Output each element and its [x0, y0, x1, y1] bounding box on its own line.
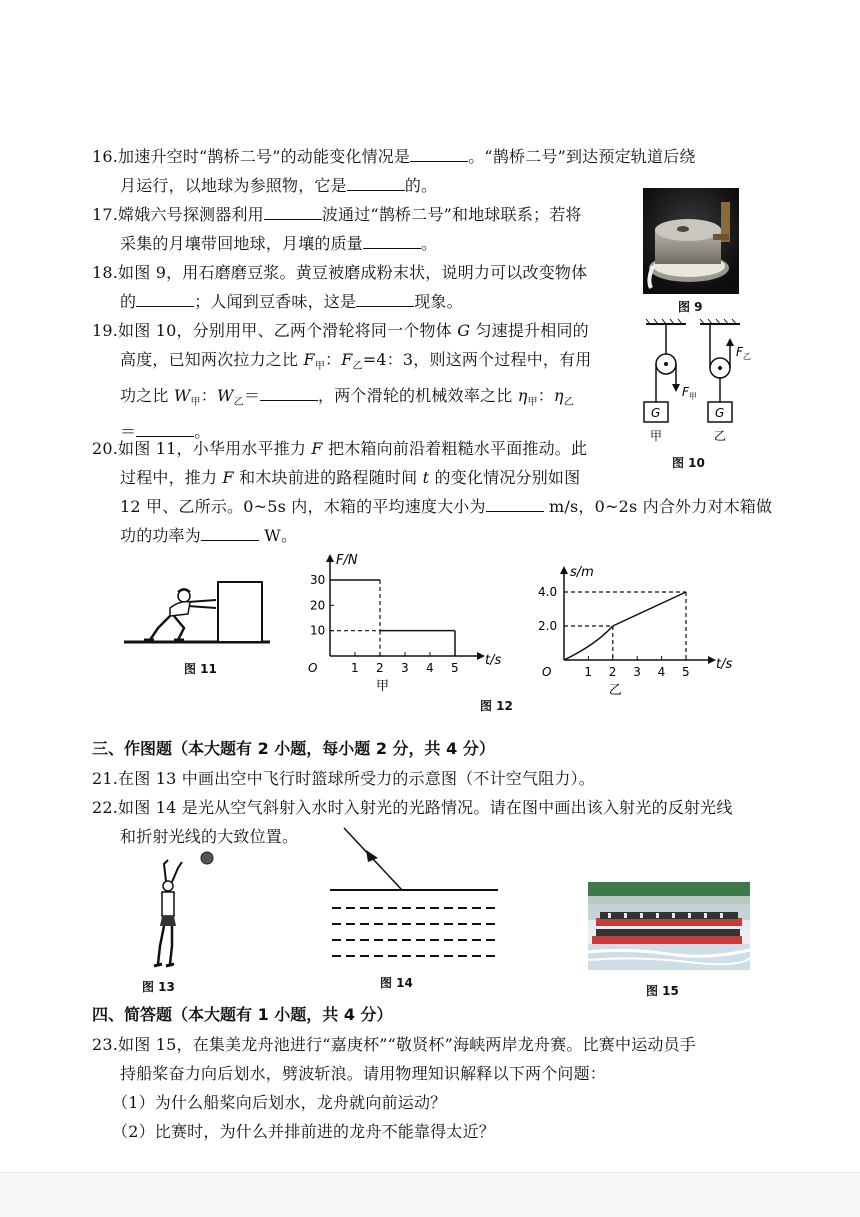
- q22-text-1: 22.如图 14 是光从空气斜射入水时入射光的光路情况。请在图中画出该入射光的反射光线: [92, 798, 733, 817]
- figure-11-pushing-box: [122, 576, 272, 648]
- question-18: [92, 258, 652, 316]
- y-tick-label: 2.0: [538, 619, 558, 633]
- chart-sub-label: 甲: [376, 679, 390, 694]
- page-footer-strip: [0, 1172, 860, 1217]
- chart-distance-time: [538, 560, 740, 698]
- figure-9-caption: 图 9: [678, 300, 703, 314]
- figure-14-caption: 图 14: [380, 976, 413, 990]
- q23-text-1: 23.如图 15，在集美龙舟池进行“嘉庚杯”“敬贤杯”海峡两岸龙舟赛。比赛中运动员手: [92, 1035, 697, 1054]
- chart-force-time: [300, 553, 510, 694]
- x-tick-label: 4: [426, 661, 434, 675]
- x-tick-label: 2: [376, 661, 384, 675]
- q23-text-2: 持船桨奋力向后划水，劈波斩浪。请用物理知识解释以下两个问题：: [120, 1064, 607, 1083]
- object-g-jia: G: [651, 406, 661, 420]
- q16-text-3: 月运行，以地球为参照物，它是: [120, 176, 347, 195]
- x-tick-label: 3: [633, 665, 641, 679]
- section-3-heading: 三、作图题（本大题有 2 小题，每小题 2 分，共 4 分）: [92, 739, 495, 758]
- question-20: 20.如图 11，小华用水平推力 F 把木箱向前沿着粗糙水平面推动。此 过程中，推力 F 和木块前进的路程随时间 t 的变化情况分别如图 12 甲、乙所示。0~5s 内，木箱的平均速度大小为 m/s，0~2s 内合外力对木箱做 功的功率为 W。: [92, 439, 773, 545]
- force-label-yi: $F_乙$: [736, 345, 751, 361]
- q23-sub-1: （1）为什么船桨向后划水，龙舟就向前运动？: [112, 1093, 447, 1112]
- figure-13-caption: 图 13: [142, 980, 175, 994]
- answer-blank[interactable]: [201, 522, 259, 541]
- answer-blank[interactable]: [260, 382, 318, 401]
- data-line: [613, 592, 686, 626]
- q20-text-5: 功的功率为: [120, 526, 202, 545]
- x-axis-label: t/s: [485, 653, 502, 668]
- q18-text-3: ；人闻到豆香味，这是: [194, 292, 357, 311]
- figure-11-caption: 图 11: [184, 662, 217, 676]
- figure-13-basketball-player: [150, 846, 220, 972]
- figure-15-dragon-boat-photo: [588, 882, 750, 970]
- figure-14-light-incidence: [326, 824, 502, 970]
- x-axis-label: t/s: [716, 657, 733, 672]
- figure-15-caption: 图 15: [646, 984, 679, 998]
- force-label-jia: $F_甲$: [682, 385, 697, 401]
- q17-text-2: 波通过“鹊桥二号”和地球联系；若将: [321, 205, 582, 224]
- ray-arrow: [366, 850, 378, 862]
- origin-label: O: [308, 661, 318, 675]
- x-tick-label: 5: [451, 661, 459, 675]
- y-tick-label: 30: [310, 573, 326, 587]
- x-axis-arrow: [477, 652, 485, 660]
- q16-text-4: 的。: [404, 176, 438, 195]
- q20-text-6: W。: [259, 526, 298, 545]
- object-g-yi: G: [715, 406, 725, 420]
- figure-10-pulleys: [628, 316, 758, 448]
- y-axis-arrow: [560, 566, 568, 574]
- answer-blank[interactable]: [356, 288, 414, 307]
- q18-text-1: 18.如图 9，用石磨磨豆浆。黄豆被磨成粉末状，说明力可以改变物体: [92, 263, 588, 282]
- y-axis-label: s/m: [570, 565, 594, 580]
- answer-blank[interactable]: [136, 288, 194, 307]
- q17-text-1: 17.嫦娥六号探测器利用: [92, 205, 264, 224]
- answer-blank[interactable]: [486, 493, 544, 512]
- y-tick-label: 4.0: [538, 585, 558, 599]
- x-tick-label: 1: [584, 665, 593, 679]
- y-axis-label: F/N: [336, 553, 358, 568]
- q16-text-1: 16.加速升空时“鹊桥二号”的动能变化情况是: [92, 147, 411, 166]
- question-19: 19.如图 10，分别用甲、乙两个滑轮将同一个物体 G 匀速提升相同的 高度，已知两次拉力之比 $F_甲$：$F_乙=4$：3，则这两个过程中，有用 功之比 $W_甲$：$W_乙=$ ，两个滑轮的机械效率之比 $\eta_甲$：$\eta_乙$ ＝ 。: [92, 321, 592, 442]
- data-curve: [564, 626, 613, 660]
- answer-blank[interactable]: [410, 143, 468, 162]
- question-21: [92, 764, 792, 793]
- chart-sub-label: 乙: [608, 683, 622, 698]
- x-tick-label: 4: [657, 665, 666, 679]
- figure-12-caption: 图 12: [480, 699, 513, 713]
- q17-text-4: 。: [421, 234, 438, 253]
- q16-text-2: 。“鹊桥二号”到达预定轨道后绕: [468, 147, 696, 166]
- answer-blank[interactable]: [264, 201, 322, 220]
- answer-blank[interactable]: [363, 230, 421, 249]
- label-jia: 甲: [650, 429, 663, 443]
- q17-text-3: 采集的月壤带回地球，月壤的质量: [120, 234, 364, 253]
- q18-text-4: 现象。: [414, 292, 463, 311]
- y-axis-arrow: [326, 554, 334, 562]
- x-tick-label: 5: [682, 665, 690, 679]
- q20-text-4: m/s，0~2s 内合外力对木箱做: [543, 497, 773, 516]
- answer-blank[interactable]: [347, 172, 405, 191]
- label-yi: 乙: [714, 429, 727, 443]
- section-4-heading: 四、简答题（本大题有 1 小题，共 4 分）: [92, 1005, 393, 1024]
- q18-text-2: 的: [120, 292, 137, 311]
- basketball: [201, 852, 213, 864]
- question-23: [92, 1030, 792, 1146]
- x-tick-label: 2: [608, 665, 617, 679]
- origin-label: O: [542, 665, 552, 679]
- figure-10-caption: 图 10: [672, 456, 705, 470]
- figure-9-stone-mill: [643, 188, 739, 294]
- q22-text-2: 和折射光线的大致位置。: [120, 827, 299, 846]
- q20-text-3: 12 甲、乙所示。0~5s 内，木箱的平均速度大小为: [120, 497, 486, 516]
- x-axis-arrow: [708, 656, 716, 664]
- question-17: [92, 200, 652, 258]
- y-tick-label: 20: [310, 598, 326, 613]
- x-tick-label: 3: [401, 661, 409, 675]
- q23-sub-2: （2）比赛时，为什么并排前进的龙舟不能靠得太近？: [112, 1122, 495, 1141]
- x-tick-label: 1: [351, 661, 359, 675]
- q21-text: 21.在图 13 中画出空中飞行时篮球所受力的示意图（不计空气阻力）。: [92, 769, 595, 788]
- y-tick-label: 10: [310, 623, 326, 638]
